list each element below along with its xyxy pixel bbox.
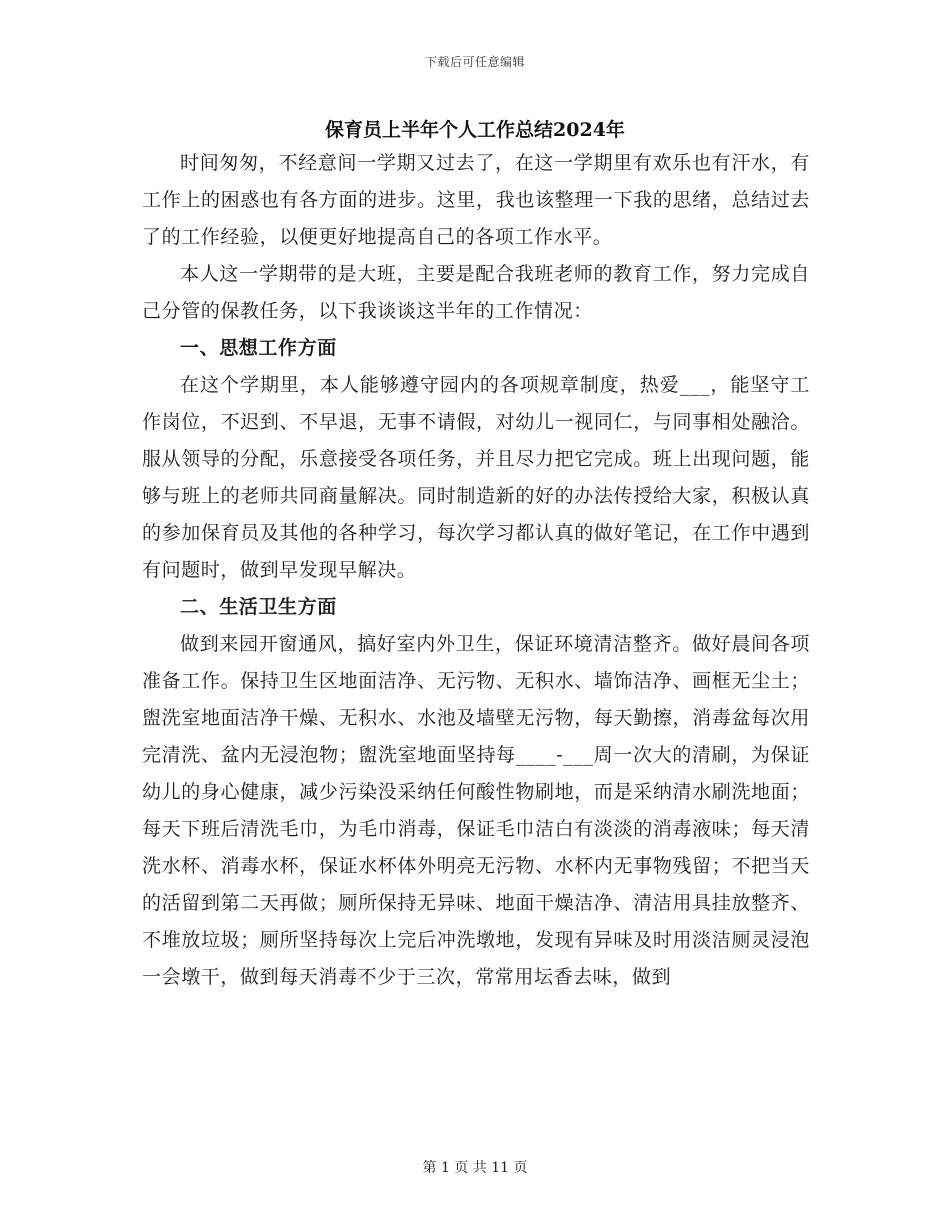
document-title: 保育员上半年个人工作总结2024年 [325,119,625,141]
section-body-thought-work: 在这个学期里，本人能够遵守园内的各项规章制度，热爱___，能坚守工作岗位，不迟到、不早退，无事不请假，对幼儿一视同仁，与同事相处融洽。服从领导的分配，乐意接受各项任务，并且尽力把它完成。班上出现问题，能够与班上的老师共同商量解决。同时制造新的好的办法传授给大家，积极认真的参加保育员及其他的各种学习，每次学习都认真的做好笔记，在工作中遇到有问题时，做到早发现早解决。 [142,374,810,581]
section-heading-hygiene: 二、生活卫生方面 [180,596,337,618]
section-body-hygiene: 做到来园开窗通风，搞好室内外卫生，保证环境清洁整齐。做好晨间各项准备工作。保持卫生区地面洁净、无污物、无积水、墙饰洁净、画框无尘土；盥洗室地面洁净干燥、无积水、水池及墙壁无污物，每天勤擦，消毒盆每次用完清洗、盆内无浸泡物；盥洗室地面坚持每____-___周一次大的清刷，为保证幼儿的身心健康，减少污染没采纳任何酸性物刷地，而是采纳清水刷洗地面；每天下班后清洗毛巾，为毛巾消毒，保证毛巾洁白有淡淡的消毒液味；每天清洗水杯、消毒水杯，保证水杯体外明亮无污物、水杯内无事物残留；不把当天的活留到第二天再做；厕所保持无异味、地面干燥洁净、清洁用具挂放整齐、不堆放垃圾；厕所坚持每次上完后冲洗墩地，发现有异味及时用淡洁厕灵浸泡一会墩干，做到每天消毒不少于三次，常常用坛香去味，做到 [142,633,810,988]
section-heading-thought-work: 一、思想工作方面 [180,337,337,359]
document-body [142,145,810,996]
overview-paragraph: 本人这一学期带的是大班，主要是配合我班老师的教育工作，努力完成自己分管的保教任务，以下我谈谈这半年的工作情况： [142,263,810,322]
page-number-footer: 第 1 页 共 11 页 [422,1160,528,1176]
intro-paragraph: 时间匆匆，不经意间一学期又过去了，在这一学期里有欢乐也有汗水，有工作上的困惑也有各方面的进步。这里，我也该整理一下我的思绪，总结过去了的工作经验，以便更好地提高自己的各项工作水平。 [142,152,810,248]
header-note: 下载后可任意编辑 [424,55,525,69]
